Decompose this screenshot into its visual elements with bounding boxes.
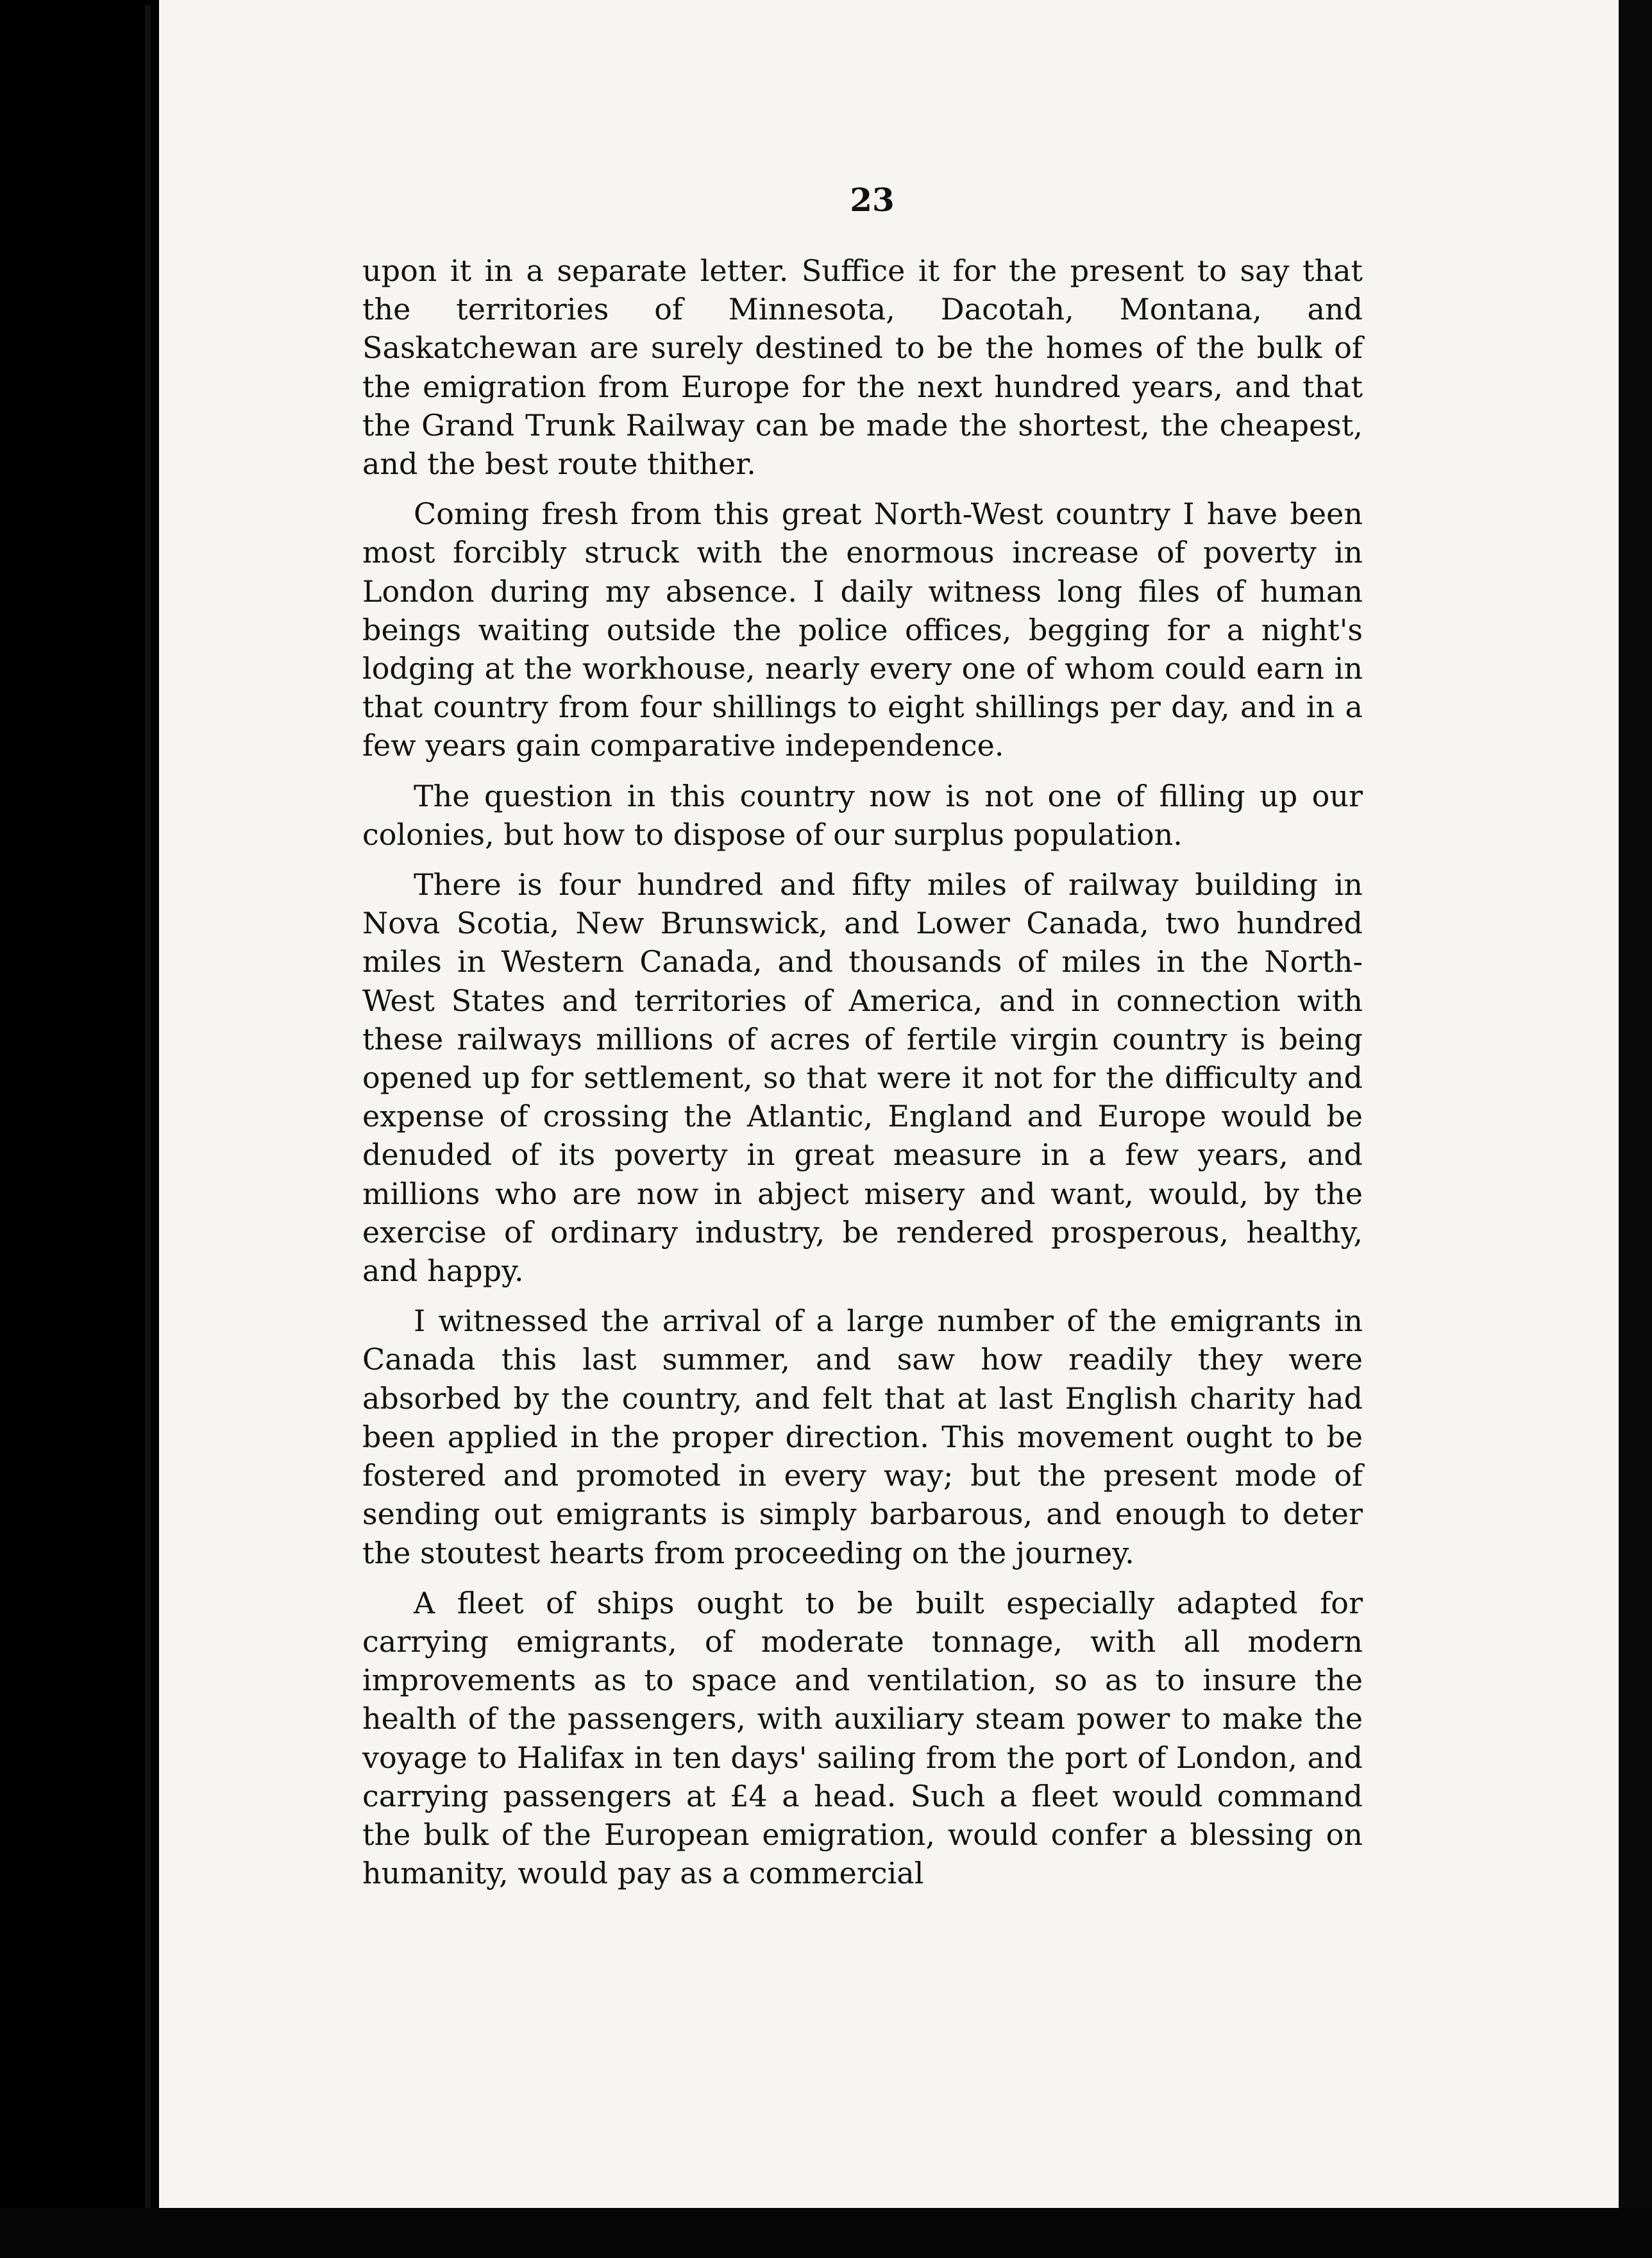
paragraph-emigrants: I witnessed the arrival of a large number of the emigrants in Canada this last summer, and saw how readily they were absorbed by the country, and felt that at last English charity had been applied in the proper direction. This movement ought to be fostered and promoted in every way; but the present mode of sending out emigrants is simply barbarous, and enough to deter the stoutest hearts from proceeding on the journey. [362, 1303, 1363, 1570]
paragraph-fleet: A fleet of ships ought to be built especially adapted for carrying emigrants, of moderate tonnage, with all modern improvements as to space and ventilation, so as to insure the health of the passengers, with auxiliary steam power to make the voyage to Halifax in ten days' sailing from the port of London, and carrying passengers at £4 a head. Such a fleet would command the bulk of the European emigration, would confer a blessing on humanity, would pay as a commercial [362, 1585, 1363, 1891]
binding-edge [145, 5, 151, 2212]
page-number: 23 [850, 181, 895, 219]
paragraph-question: The question in this country now is not one of filling up our colonies, but how to dispose of our surplus population. [362, 778, 1363, 852]
paragraph-continued: upon it in a separate letter. Suffice it for the present to say that the territories of Minnesota, Dacotah, Montana, and Saskatchewan are surely destined to be the homes of the bulk of the emigration from Europe for the next hundred years, and that the Grand Trunk Railway can be made the shortest, the cheapest, and the best route thither. [362, 253, 1363, 482]
paragraph-poverty: Coming fresh from this great North-West country I have been most forcibly struck with the enormous increase of poverty in London during my absence. I daily witness long files of human beings waiting outside the police offices, begging for a night's lodging at the workhouse, nearly every one of whom could earn in that country from four shillings to eight shillings per day, and in a few years gain comparative independence. [362, 497, 1363, 763]
body-text [362, 251, 1363, 1892]
scan-border-right [1619, 0, 1652, 2258]
scan-border-bottom [0, 2208, 1652, 2258]
paragraph-railways: There is four hundred and fifty miles of railway building in Nova Scotia, New Brunswick, and Lower Canada, two hundred miles in Western Canada, and thousands of miles in the North-West States and territories of America, and in connection with these railways millions of acres of fertile virgin country is being opened up for settlement, so that were it not for the difficulty and expense of crossing the Atlantic, England and Europe would be denuded of its poverty in great measure in a few years, and millions who are now in abject misery and want, would, by the exercise of ordinary industry, be rendered prosperous, healthy, and happy. [362, 867, 1363, 1289]
